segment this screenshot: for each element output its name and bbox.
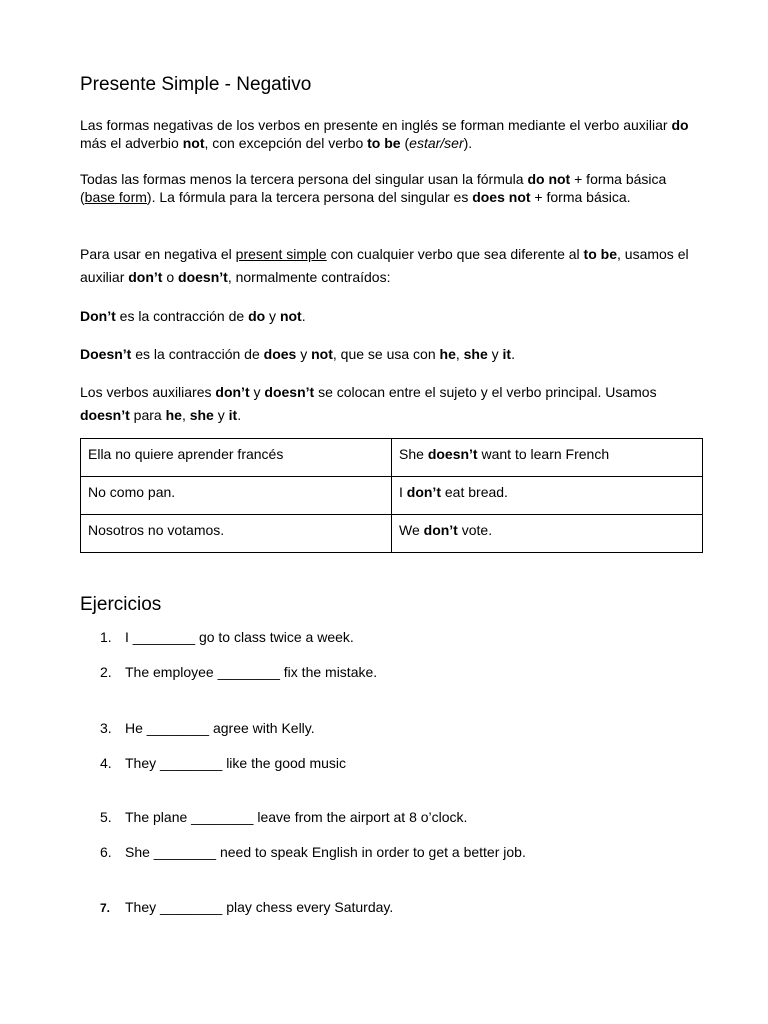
exercise-text: The plane ________ leave from the airport at 8 o’clock. [125,809,468,825]
third-person-text: ). La fórmula para la tercera persona del singular es [146,189,473,205]
spanish-cell [81,515,392,553]
usage-text: , normalmente contraídos: [227,269,391,285]
usage-text: Para usar en negativa el [80,246,236,262]
exercise-item [100,664,377,680]
placement-bold-dont: don’t [215,384,250,400]
exercise-text: He ________ agree with Kelly. [125,720,315,736]
exercise-number: 7. [100,901,111,915]
english-text [399,477,695,500]
english-text-pre: She [399,446,428,462]
third-person-bold-do-not: do not [527,171,571,187]
doesnt-line-text: . [511,346,515,362]
exercise-item [100,899,393,915]
intro-text: ( [400,135,410,151]
exercises-title: Ejercicios [80,594,162,615]
english-text-bold: don’t [423,522,458,538]
dont-bold: Don’t [80,308,116,324]
exercise-item [100,755,346,771]
english-text [399,439,695,462]
spanish-text: Nosotros no votamos. [88,522,225,538]
exercise-number: 2. [100,664,112,680]
spanish-cell [81,477,392,515]
doesnt-line-bold-he: he [439,346,456,362]
third-person-bold-does-not: does not [472,189,531,205]
english-cell [392,439,703,477]
doesnt-bold: Doesn’t [80,346,132,362]
english-text-post: eat bread. [441,484,508,500]
third-person-text: Todas las formas menos la tercera persona del singular usan la fórmula [80,171,528,187]
english-cell [392,477,703,515]
placement-text: y [213,407,229,423]
third-person-text: + forma básica. [530,189,631,205]
examples-table [80,438,703,553]
exercise-text: They ________ like the good music [125,755,347,771]
doesnt-line-bold-it: it [502,346,512,362]
exercise-text: I ________ go to class twice a week. [125,629,354,645]
english-text [399,515,695,538]
doesnt-line-bold-does: does [263,346,297,362]
english-text-pre: We [399,522,424,538]
exercise-number: 3. [100,720,112,736]
doesnt-line-text: y [296,346,312,362]
exercise-number: 1. [100,629,112,645]
placement-text: . [237,407,242,423]
exercise-number: 5. [100,809,112,825]
intro-text: , con excepción del verbo [204,135,368,151]
english-text-bold: doesn’t [427,446,478,462]
exercise-number: 4. [100,755,112,771]
table-row [81,439,703,477]
intro-paragraph [80,116,700,152]
placement-bold-she: she [189,407,214,423]
intro-bold-not: not [182,135,205,151]
placement-bold-he: he [165,407,182,423]
exercise-text: The employee ________ fix the mistake. [125,664,378,680]
doesnt-line-bold-she: she [463,346,488,362]
usage-bold-to-be: to be [583,246,617,262]
spanish-cell [81,439,392,477]
placement-text: se colocan entre el sujeto y el verbo principal. Usamos [314,384,657,400]
exercise-item [100,809,467,825]
page-title: Presente Simple - Negativo [80,74,312,95]
intro-text: Las formas negativas de los verbos en presente en inglés se forman mediante el verbo auxiliar [80,117,672,133]
spanish-text: No como pan. [88,484,176,500]
placement-text: y [249,384,265,400]
spanish-text: Ella no quiere aprender francés [88,446,284,462]
english-cell [392,515,703,553]
usage-paragraph [80,243,700,289]
doesnt-line-text: , [455,346,464,362]
english-text-bold: don’t [406,484,441,500]
doesnt-line-text: , que se usa con [332,346,440,362]
doesnt-contraction-line [80,345,700,363]
table-row [81,477,703,515]
exercise-item [100,720,315,736]
exercise-item [100,629,354,645]
usage-text: con cualquier verbo que sea diferente al [326,246,584,262]
dont-line-text: y [265,308,280,324]
third-person-paragraph [80,170,700,206]
third-person-underline-base-form: base form [84,189,147,205]
doesnt-line-text: y [487,346,503,362]
usage-text: , usamos el auxiliar [80,246,689,285]
placement-text: Los verbos auxiliares [80,384,216,400]
dont-line-bold-do: do [248,308,266,324]
third-person-text: + forma básica ( [80,171,667,205]
dont-contraction-line [80,307,700,325]
usage-bold-dont: don’t [128,269,163,285]
table-row [81,515,703,553]
exercise-number: 6. [100,844,112,860]
usage-bold-doesnt: doesn’t [178,269,228,285]
placement-bold-doesnt: doesn’t [264,384,315,400]
dont-line-text: es la contracción de [115,308,249,324]
intro-bold-to-be: to be [367,135,401,151]
placement-paragraph [80,381,700,427]
dont-line-text: . [301,308,306,324]
exercise-text: She ________ need to speak English in order to get a better job. [125,844,526,860]
placement-bold-it: it [228,407,238,423]
exercise-text: They ________ play chess every Saturday. [125,899,394,915]
intro-bold-do: do [671,117,689,133]
usage-underline-present-simple: present simple [235,246,327,262]
doesnt-line-text: es la contracción de [131,346,264,362]
placement-text: , [181,407,190,423]
placement-bold-doesnt: doesn’t [80,407,130,423]
intro-text: ). [463,135,473,151]
english-text-pre: I [399,484,407,500]
placement-text: para [129,407,166,423]
exercise-item [100,844,526,860]
english-text-post: vote. [457,522,493,538]
doesnt-line-bold-not: not [311,346,333,362]
english-text-post: want to learn French [477,446,610,462]
dont-line-bold-not: not [279,308,302,324]
intro-italic-estar-ser: estar/ser [409,135,464,151]
usage-text: o [162,269,179,285]
intro-text: más el adverbio [80,135,183,151]
